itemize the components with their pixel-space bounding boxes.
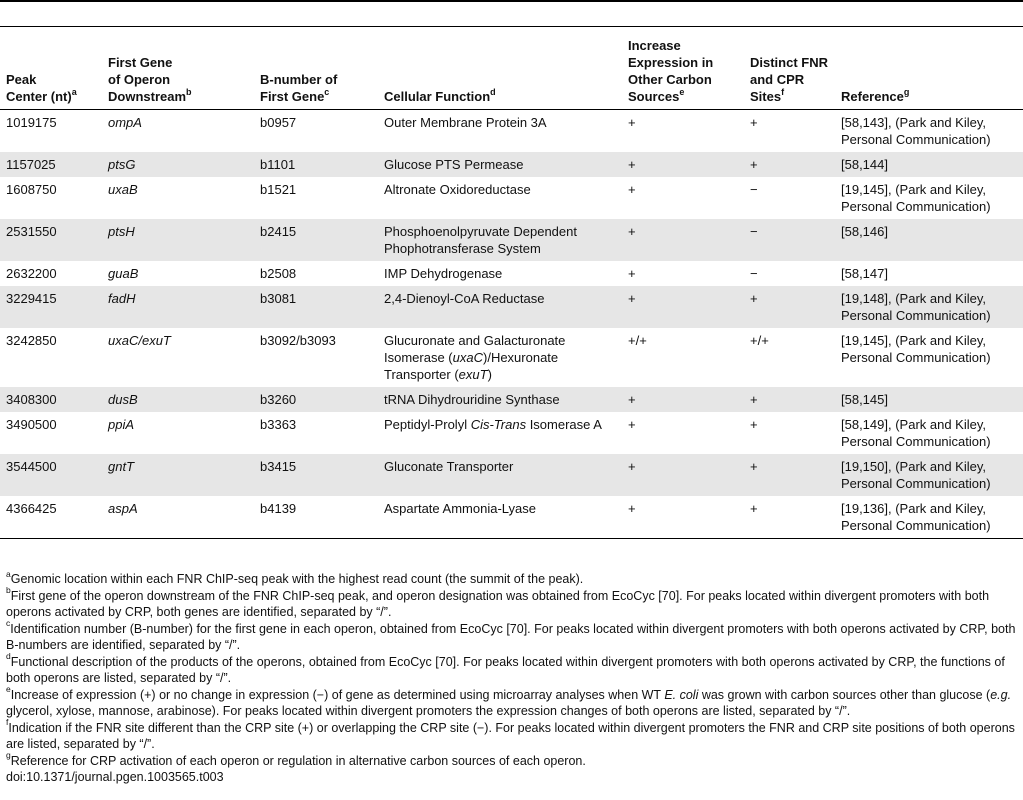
column-header <box>0 27 102 110</box>
cell-distinct-sites: − <box>750 182 758 197</box>
footnote-mark: f <box>6 717 9 728</box>
function-text-part: Glucuronate and Galacturonate Isomerase ( <box>384 333 566 365</box>
cell-increase-expression: +/+ <box>628 333 647 348</box>
cell-b-number: b2508 <box>260 266 297 281</box>
cell-cellular-function: Glucose PTS Permease <box>384 157 524 172</box>
table-container <box>0 26 1023 539</box>
footnote-mark: b <box>186 86 192 97</box>
cell-cellular-function: IMP Dehydrogenase <box>384 266 503 281</box>
table-row <box>0 412 1023 454</box>
column-header-text: Reference <box>841 89 904 104</box>
cell-first-gene: ptsH <box>108 224 135 239</box>
footnote-text: Increase of expression (+) or no change in expression (−) of gene as determined using microarray analyses when WT <box>10 687 665 702</box>
footnote-text: was grown with carbon sources other than glucose ( <box>698 687 991 702</box>
table-row <box>0 496 1023 539</box>
table-row <box>0 152 1023 177</box>
cell-b-number: b4139 <box>260 501 297 516</box>
cell-b-number: b3363 <box>260 417 297 432</box>
column-header-text: Increase <box>628 38 681 53</box>
function-text-part: )/Hexuronate Transporter ( <box>384 350 559 382</box>
footnote-mark: a <box>6 568 11 579</box>
cell-increase-expression: + <box>628 182 636 197</box>
function-text-part: Isomerase A <box>526 417 602 432</box>
cell-first-gene: gntT <box>108 459 135 474</box>
column-header-text: Distinct FNR <box>750 55 828 70</box>
table-row <box>0 454 1023 496</box>
cell-first-gene: ppiA <box>108 417 135 432</box>
table-row <box>0 110 1023 153</box>
footnote <box>6 618 1023 654</box>
footnote-text: e.g. <box>990 687 1012 702</box>
cell-first-gene: guaB <box>108 266 139 281</box>
cell-reference: [19,136], (Park and Kiley, Personal Communication) <box>841 501 991 533</box>
footnote-text: glycerol, xylose, mannose, arabinose). For peaks located within divergent promoters the expression changes of both operons are listed, separated by “/”. <box>6 704 851 718</box>
cell-increase-expression: + <box>628 501 636 516</box>
column-header-text: B-number of <box>260 72 338 87</box>
cell-reference: [19,148], (Park and Kiley, Personal Communication) <box>841 291 991 323</box>
cell-b-number: b2415 <box>260 224 297 239</box>
footnote-mark: a <box>71 86 77 97</box>
footnote <box>6 684 1023 720</box>
cell-distinct-sites: + <box>750 501 758 516</box>
column-header <box>378 27 622 110</box>
column-header <box>254 27 378 110</box>
cell-cellular-function: Outer Membrane Protein 3A <box>384 115 547 130</box>
cell-reference: [19,145], (Park and Kiley, Personal Communication) <box>841 333 991 365</box>
cell-distinct-sites: + <box>750 291 758 306</box>
table-row <box>0 328 1023 387</box>
footnote-text: E. coli <box>664 687 699 702</box>
cell-peak-center: 3490500 <box>6 417 57 432</box>
cell-increase-expression: + <box>628 417 636 432</box>
cell-first-gene: dusB <box>108 392 138 407</box>
cell-peak-center: 3229415 <box>6 291 57 306</box>
cell-increase-expression: + <box>628 459 636 474</box>
column-header-text: Sites <box>750 89 782 104</box>
table-body <box>0 110 1023 539</box>
top-rule <box>0 0 1023 2</box>
footnote <box>6 651 1023 687</box>
footnote-mark: d <box>490 86 496 97</box>
function-text-part: uxaC <box>452 350 483 365</box>
footnote-text: Functional description of the products of the operons, obtained from EcoCyc [70]. For peaks located within divergent promoters with both operons activated by CRP, the functions of both operons are listed, separated by “/”. <box>6 654 1005 685</box>
cell-b-number: b3092/b3093 <box>260 333 336 348</box>
footnote-mark: b <box>6 585 11 596</box>
cell-reference: [58,146] <box>841 224 888 239</box>
cell-distinct-sites: + <box>750 115 758 130</box>
footnote-mark: g <box>903 86 910 97</box>
cell-b-number: b3415 <box>260 459 297 474</box>
cell-reference: [19,145], (Park and Kiley, Personal Communication) <box>841 182 991 214</box>
footnote-text: Identification number (B-number) for the first gene in each operon, obtained from EcoCyc [70]. For peaks located within divergent promoters with both operons activated by CRP, both B-numbers are identified, separated by “/”. <box>6 621 1016 652</box>
cell-distinct-sites: + <box>750 417 758 432</box>
cell-peak-center: 3544500 <box>6 459 57 474</box>
cell-increase-expression: + <box>628 392 636 407</box>
footnote-mark: d <box>6 651 11 662</box>
footnote-mark: f <box>781 86 785 97</box>
footnote-text: Reference for CRP activation of each operon or regulation in alternative carbon sources of each operon. <box>10 753 586 768</box>
cell-increase-expression: + <box>628 115 636 130</box>
cell-cellular-function: Gluconate Transporter <box>384 459 514 474</box>
column-header-text: First Gene <box>260 89 325 104</box>
function-text-part: ) <box>487 367 492 382</box>
cell-increase-expression: + <box>628 291 636 306</box>
cell-cellular-function: Phosphoenolpyruvate Dependent Phophotransferase System <box>384 224 577 256</box>
column-header <box>744 27 835 110</box>
cell-b-number: b0957 <box>260 115 297 130</box>
table-row <box>0 286 1023 328</box>
function-text-part: Peptidyl-Prolyl <box>384 417 471 432</box>
footnote <box>6 750 1023 770</box>
header-row <box>0 27 1023 110</box>
cell-distinct-sites: +/+ <box>750 333 769 348</box>
cell-distinct-sites: + <box>750 392 758 407</box>
cell-increase-expression: + <box>628 157 636 172</box>
footnote-mark: g <box>6 750 11 761</box>
column-header-text: of Operon <box>108 72 171 87</box>
doi-line: doi:10.1371/journal.pgen.1003565.t003 <box>6 770 224 784</box>
cell-reference: [58,144] <box>841 157 888 172</box>
cell-reference: [19,150], (Park and Kiley, Personal Communication) <box>841 459 991 491</box>
cell-cellular-function <box>378 328 622 387</box>
cell-b-number: b3081 <box>260 291 297 306</box>
footnote <box>6 585 1023 621</box>
cell-distinct-sites: − <box>750 224 758 239</box>
data-table <box>0 26 1023 539</box>
cell-first-gene: uxaC/exuT <box>108 333 171 348</box>
column-header-text: and CPR <box>750 72 805 87</box>
cell-reference: [58,143], (Park and Kiley, Personal Communication) <box>841 115 991 147</box>
table-row <box>0 219 1023 261</box>
footnote-text: First gene of the operon downstream of the FNR ChIP-seq peak, and operon designation was obtained from EcoCyc [70]. For peaks located within divergent promoters with both operons activated by CRP, both genes are identified, separated by “/”. <box>6 588 990 619</box>
footnote <box>6 717 1023 753</box>
cell-peak-center: 1157025 <box>6 157 56 172</box>
column-header <box>102 27 254 110</box>
cell-peak-center: 1608750 <box>6 182 57 197</box>
table-row <box>0 177 1023 219</box>
cell-b-number: b3260 <box>260 392 297 407</box>
cell-reference: [58,145] <box>841 392 888 407</box>
column-header-text: Sources <box>628 89 680 104</box>
cell-peak-center: 4366425 <box>6 501 57 516</box>
column-header <box>622 27 744 110</box>
cell-first-gene: uxaB <box>108 182 138 197</box>
cell-cellular-function: tRNA Dihydrouridine Synthase <box>384 392 560 407</box>
cell-cellular-function: Aspartate Ammonia-Lyase <box>384 501 536 516</box>
footnote <box>6 568 1023 588</box>
cell-cellular-function: 2,4-Dienoyl-CoA Reductase <box>384 291 545 306</box>
column-header-text: Other Carbon <box>628 72 712 87</box>
cell-b-number: b1101 <box>260 157 296 172</box>
cell-cellular-function <box>378 412 622 454</box>
column-header-text: Center (nt) <box>6 89 72 104</box>
cell-increase-expression: + <box>628 266 636 281</box>
cell-increase-expression: + <box>628 224 636 239</box>
table-row <box>0 261 1023 286</box>
function-text-part: Cis-Trans <box>470 417 527 432</box>
table-row <box>0 387 1023 412</box>
column-header-text: First Gene <box>108 55 173 70</box>
footnote-mark: c <box>6 618 11 629</box>
footnotes <box>6 568 1023 786</box>
column-header-text: Downstream <box>108 89 187 104</box>
cell-distinct-sites: + <box>750 157 758 172</box>
footnote-mark: e <box>679 86 685 97</box>
cell-cellular-function: Altronate Oxidoreductase <box>384 182 531 197</box>
cell-peak-center: 2632200 <box>6 266 57 281</box>
cell-peak-center: 3242850 <box>6 333 57 348</box>
cell-first-gene: ptsG <box>108 157 136 172</box>
cell-peak-center: 2531550 <box>6 224 57 239</box>
footnote-text: Genomic location within each FNR ChIP-seq peak with the highest read count (the summit of the peak). <box>10 572 584 586</box>
footnote-mark: c <box>324 86 330 97</box>
column-header <box>835 27 1023 110</box>
column-header-text: Expression in <box>628 55 714 70</box>
column-header-text: Peak <box>6 72 37 87</box>
cell-distinct-sites: − <box>750 266 758 281</box>
cell-peak-center: 1019175 <box>6 115 57 130</box>
cell-b-number: b1521 <box>260 182 297 197</box>
function-text-part: exuT <box>458 367 488 382</box>
footnote-mark: e <box>6 684 11 695</box>
cell-first-gene: aspA <box>108 501 138 516</box>
cell-first-gene: ompA <box>108 115 142 130</box>
column-header-text: Cellular Function <box>384 89 491 104</box>
cell-first-gene: fadH <box>108 291 136 306</box>
cell-distinct-sites: + <box>750 459 758 474</box>
cell-reference: [58,147] <box>841 266 888 281</box>
footnote-text: Indication if the FNR site different than the CRP site (+) or overlapping the CRP site (−). For peaks located within divergent promoters the FNR and CRP site positions of both operons are listed, separated by “/”. <box>6 720 1015 751</box>
cell-reference: [58,149], (Park and Kiley, Personal Communication) <box>841 417 991 449</box>
cell-peak-center: 3408300 <box>6 392 57 407</box>
